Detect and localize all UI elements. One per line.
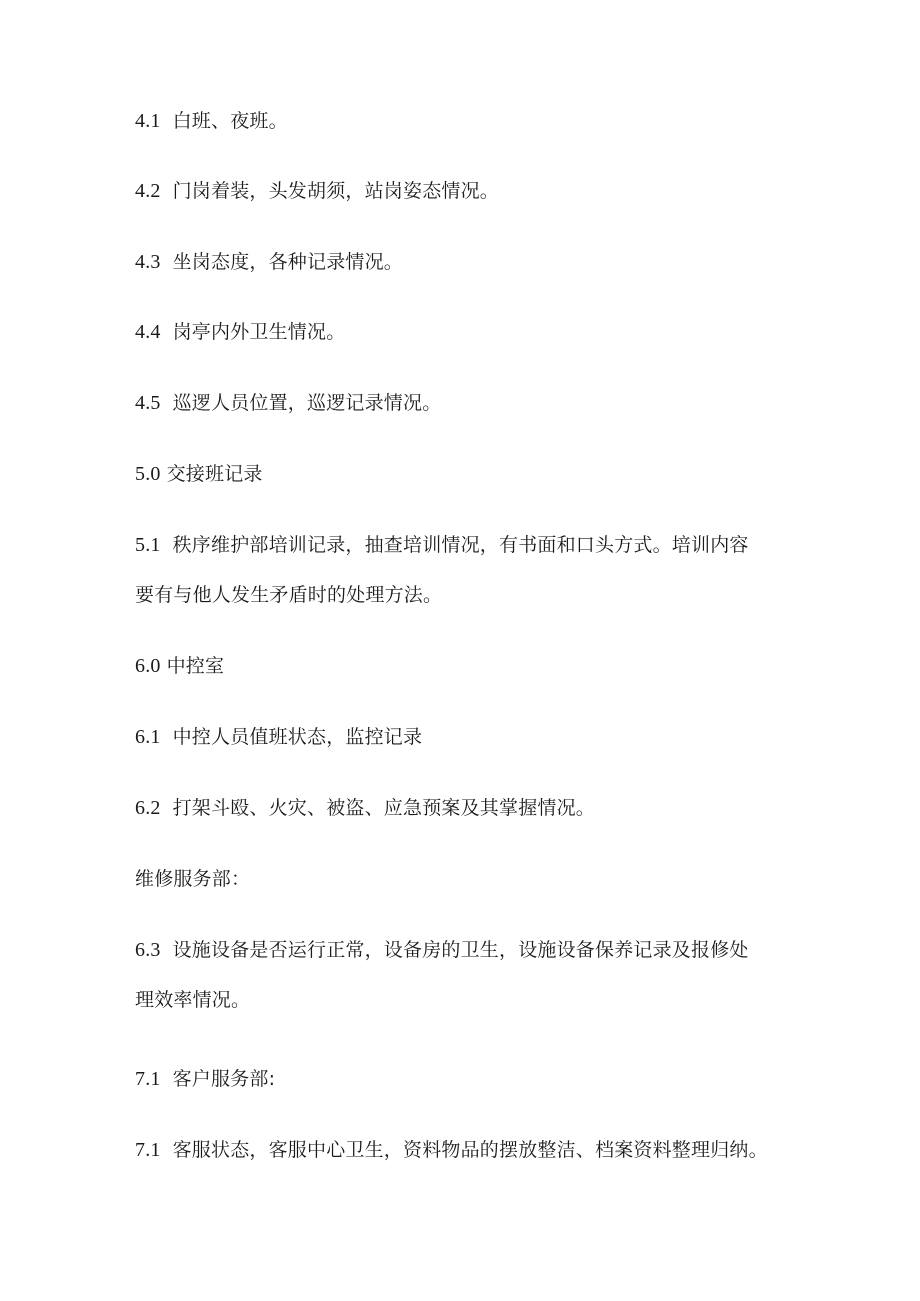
item-5-1-continuation — [135, 582, 815, 608]
department-title: 维修服务部： — [135, 868, 251, 890]
item-6-3 — [135, 937, 815, 963]
section-5-0 — [135, 461, 815, 487]
item-7-1 — [135, 1137, 815, 1163]
item-text: 要有与他人发生矛盾时的处理方法。 — [135, 584, 443, 606]
item-text: 岗亭内外卫生情况。 — [172, 321, 346, 343]
item-number: 4.4 — [135, 321, 161, 343]
item-text: 秩序维护部培训记录，抽查培训情况，有书面和口头方式。培训内容 — [172, 534, 749, 556]
section-number: 5.0 — [135, 463, 161, 485]
item-text: 巡逻人员位置，巡逻记录情况。 — [172, 392, 442, 414]
item-number: 6.3 — [135, 939, 161, 961]
item-text: 设施设备是否运行正常，设备房的卫生，设施设备保养记录及报修处 — [172, 939, 749, 961]
section-number: 7.1 — [135, 1068, 161, 1090]
section-6-0 — [135, 653, 815, 679]
section-7-1-heading — [135, 1066, 815, 1092]
item-number: 6.2 — [135, 797, 161, 819]
item-4-4 — [135, 319, 815, 345]
item-text: 坐岗态度，各种记录情况。 — [172, 251, 404, 273]
item-text: 客服状态，客服中心卫生，资料物品的摆放整洁、档案资料整理归纳。 — [172, 1139, 768, 1161]
section-title: 客户服务部: — [172, 1068, 276, 1090]
department-heading — [135, 866, 815, 892]
item-number: 4.2 — [135, 180, 161, 202]
section-number: 6.0 — [135, 655, 161, 677]
item-number: 7.1 — [135, 1139, 161, 1161]
item-4-1 — [135, 108, 815, 134]
item-number: 4.1 — [135, 110, 161, 132]
item-4-5 — [135, 390, 815, 416]
item-text: 门岗着装，头发胡须，站岗姿态情况。 — [172, 180, 500, 202]
item-text: 白班、夜班。 — [172, 110, 288, 132]
item-6-2 — [135, 795, 815, 821]
item-6-3-continuation — [135, 987, 815, 1013]
item-number: 4.5 — [135, 392, 161, 414]
item-4-3 — [135, 249, 815, 275]
item-text: 打架斗殴、火灾、被盗、应急预案及其掌握情况。 — [172, 797, 596, 819]
item-number: 5.1 — [135, 534, 161, 556]
section-title: 交接班记录 — [166, 463, 263, 485]
item-4-2 — [135, 178, 815, 204]
item-text: 中控人员值班状态，监控记录 — [172, 726, 423, 748]
item-6-1 — [135, 724, 815, 750]
item-5-1 — [135, 532, 815, 558]
item-text: 理效率情况。 — [135, 989, 251, 1011]
item-number: 6.1 — [135, 726, 161, 748]
item-number: 4.3 — [135, 251, 161, 273]
section-title: 中控室 — [166, 655, 225, 677]
